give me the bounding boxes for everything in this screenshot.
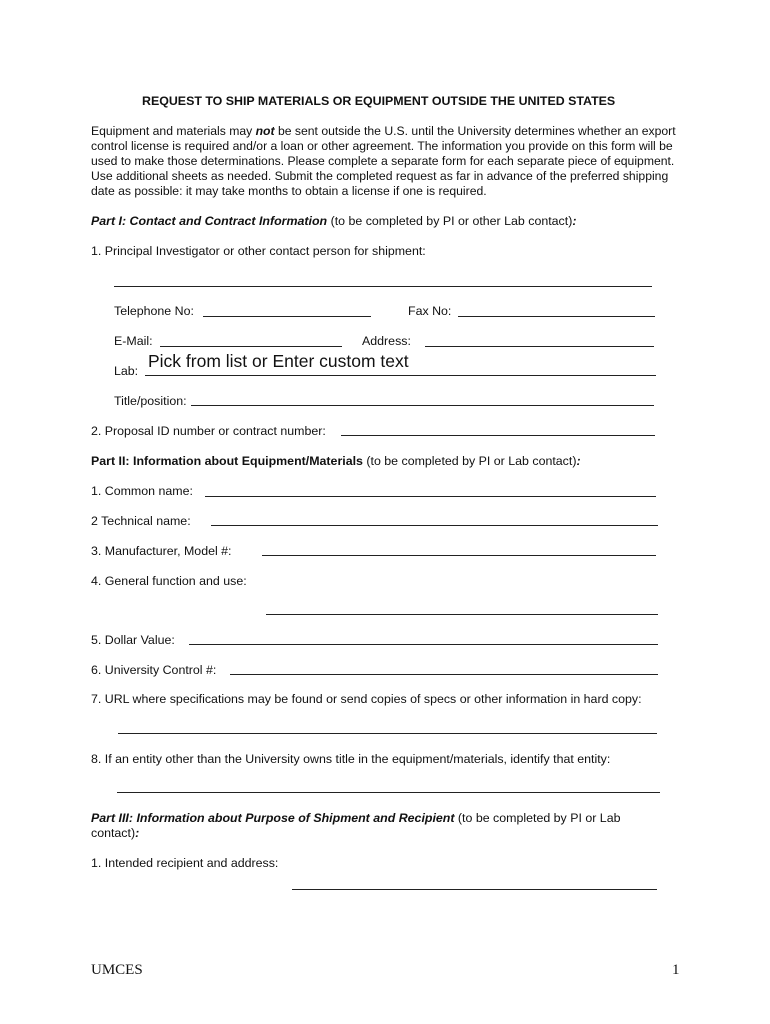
- contact-person-field[interactable]: [114, 286, 652, 287]
- part1-title: Part I: Contact and Contract Information: [91, 214, 328, 228]
- part2-q1-label: 1. Common name:: [91, 484, 193, 498]
- university-control-field[interactable]: [230, 674, 658, 675]
- title-position-field[interactable]: [191, 405, 654, 406]
- fax-field[interactable]: [458, 316, 655, 317]
- title-position-label: Title/position:: [114, 394, 187, 408]
- part2-q2-label: 2 Technical name:: [91, 514, 191, 528]
- part2-q3-label: 3. Manufacturer, Model #:: [91, 544, 232, 558]
- lab-field-underline: [145, 375, 656, 376]
- page-number: 1: [672, 962, 680, 978]
- part3-q1-label: 1. Intended recipient and address:: [91, 856, 279, 870]
- general-function-field[interactable]: [266, 614, 658, 615]
- specifications-url-field[interactable]: [118, 733, 657, 734]
- common-name-field[interactable]: [205, 496, 656, 497]
- part3-heading: [91, 811, 620, 825]
- part2-q8-label: 8. If an entity other than the University owns title in the equipment/materials, identify that entity:: [91, 752, 611, 766]
- proposal-id-field[interactable]: [341, 435, 655, 436]
- part1-heading: [91, 214, 576, 228]
- part3-colon: :: [135, 826, 140, 840]
- email-field[interactable]: [160, 346, 342, 347]
- technical-name-field[interactable]: [211, 525, 658, 526]
- footer-organization: UMCES: [91, 962, 143, 978]
- part2-q6-label: 6. University Control #:: [91, 663, 217, 677]
- part3-title: Part III: Information about Purpose of Shipment and Recipient: [91, 811, 455, 825]
- lab-label: Lab:: [114, 364, 139, 378]
- recipient-address-field[interactable]: [292, 889, 657, 890]
- part2-heading: [91, 454, 581, 468]
- title-owner-field[interactable]: [117, 792, 660, 793]
- part1-q1-label: 1. Principal Investigator or other contact person for shipment:: [91, 244, 426, 258]
- part3-heading-continuation: [91, 826, 139, 840]
- part1-colon: :: [572, 214, 577, 228]
- intro-text-start: Equipment and materials may: [91, 124, 256, 138]
- part3-note: (to be completed by PI or Lab: [454, 811, 621, 825]
- part2-note: (to be completed by PI or Lab contact): [362, 454, 577, 468]
- part2-q4-label: 4. General function and use:: [91, 574, 247, 588]
- part2-title: Part II: Information about Equipment/Materials: [91, 454, 363, 468]
- form-title: REQUEST TO SHIP MATERIALS OR EQUIPMENT OUTSIDE THE UNITED STATES: [142, 94, 616, 108]
- fax-label: Fax No:: [408, 304, 452, 318]
- manufacturer-model-field[interactable]: [262, 555, 656, 556]
- email-label: E-Mail:: [114, 334, 153, 348]
- part2-colon: :: [576, 454, 581, 468]
- part1-note: (to be completed by PI or other Lab contact): [327, 214, 573, 228]
- address-label: Address:: [362, 334, 411, 348]
- telephone-field[interactable]: [203, 316, 371, 317]
- intro-emphasis: not: [255, 124, 275, 138]
- intro-paragraph: [91, 124, 681, 199]
- part3-note-cont: contact): [91, 826, 136, 840]
- part2-q7-label: 7. URL where specifications may be found or send copies of specs or other information in hard copy:: [91, 692, 642, 706]
- dollar-value-field[interactable]: [189, 644, 658, 645]
- address-field[interactable]: [425, 346, 654, 347]
- lab-combobox[interactable]: Pick from list or Enter custom text: [148, 351, 409, 371]
- part2-q5-label: 5. Dollar Value:: [91, 633, 175, 647]
- telephone-label: Telephone No:: [114, 304, 194, 318]
- intro-text-rest: be sent outside the U.S. until the University determines whether an export control license is required and/or a loan or other agreement. The information you provide on this form will be used to make those determinations. Please complete a separate form for each separate piece of equipment. Use additional sheets as needed. Submit the completed request as far in advance of the preferred shipping date as possible: it may take months to obtain a license if one is required.: [91, 124, 676, 198]
- part1-q2-label: 2. Proposal ID number or contract number:: [91, 424, 326, 438]
